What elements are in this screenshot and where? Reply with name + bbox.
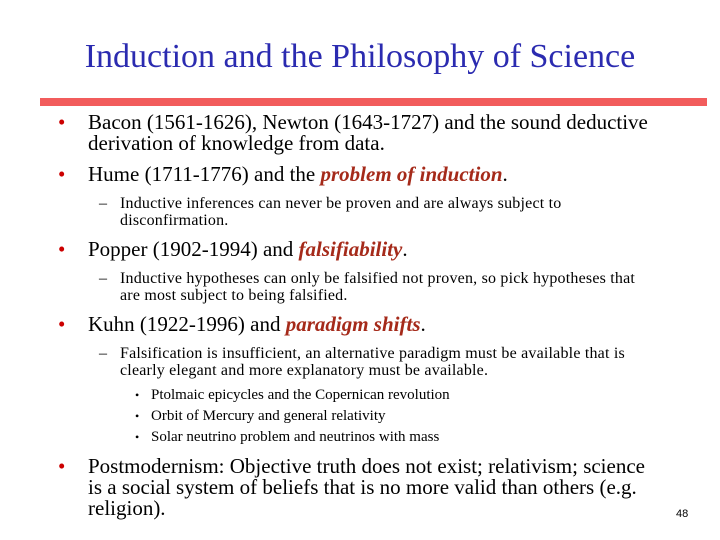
sub-sub-bullet-text: Solar neutrino problem and neutrinos with mass [151, 429, 440, 445]
dash-icon: – [99, 195, 108, 212]
sub-sub-bullet [58, 406, 658, 427]
dash-icon: – [99, 270, 108, 287]
sub-sub-bullet-text: Orbit of Mercury and general relativity [151, 408, 386, 424]
sub-sub-bullet [58, 427, 658, 448]
bullet-icon: • [58, 454, 66, 478]
dot-icon: • [135, 409, 140, 423]
emphasis-term: paradigm shifts [285, 312, 421, 336]
bullet-text: Postmodernism: Objective truth does not exist; relativism; science is a social system of beliefs that is no more valid than others (e.g. religion). [88, 454, 645, 520]
slide-body [58, 112, 658, 529]
bullet-text: Bacon (1561-1626), Newton (1643-1727) and the sound deductive derivation of knowledge from data. [88, 110, 648, 155]
sub-bullet-popper [58, 270, 658, 304]
dash-icon: – [99, 345, 108, 362]
sub-bullet-kuhn [58, 345, 658, 379]
bullet-hume [58, 164, 658, 185]
sub-bullet-hume [58, 195, 658, 229]
dot-icon: • [135, 388, 140, 402]
emphasis-term: problem of induction [320, 162, 503, 186]
bullet-text-end: . [502, 162, 508, 186]
bullet-text: Hume (1711-1776) and the [88, 162, 321, 186]
sub-bullet-text: Inductive hypotheses can only be falsified not proven, so pick hypotheses that are most subject to being falsified. [120, 270, 636, 304]
bullet-kuhn [58, 314, 658, 335]
bullet-icon: • [58, 110, 66, 134]
sub-bullet-text: Falsification is insufficient, an alternative paradigm must be available that is clearly elegant and more explanatory must be available. [120, 345, 625, 379]
page-number: 48 [676, 508, 689, 520]
bullet-popper [58, 239, 658, 260]
sub-bullet-text: Inductive inferences can never be proven and are always subject to disconfirmation. [120, 195, 562, 229]
bullet-icon: • [58, 237, 66, 261]
emphasis-term: falsifiability [298, 237, 403, 261]
dot-icon: • [135, 430, 140, 444]
bullet-text: Kuhn (1922-1996) and [88, 312, 286, 336]
bullet-text: Popper (1902-1994) and [88, 237, 299, 261]
bullet-bacon [58, 112, 658, 154]
bullet-text-end: . [420, 312, 426, 336]
sub-sub-bullet-text: Ptolmaic epicycles and the Copernican revolution [151, 387, 450, 403]
bullet-postmodernism [58, 456, 658, 519]
sub-sub-list [58, 385, 658, 448]
bullet-text-end: . [402, 237, 408, 261]
title-divider [40, 98, 707, 106]
bullet-icon: • [58, 162, 66, 186]
slide-title: Induction and the Philosophy of Science [84, 38, 636, 75]
sub-sub-bullet [58, 385, 658, 406]
bullet-icon: • [58, 312, 66, 336]
